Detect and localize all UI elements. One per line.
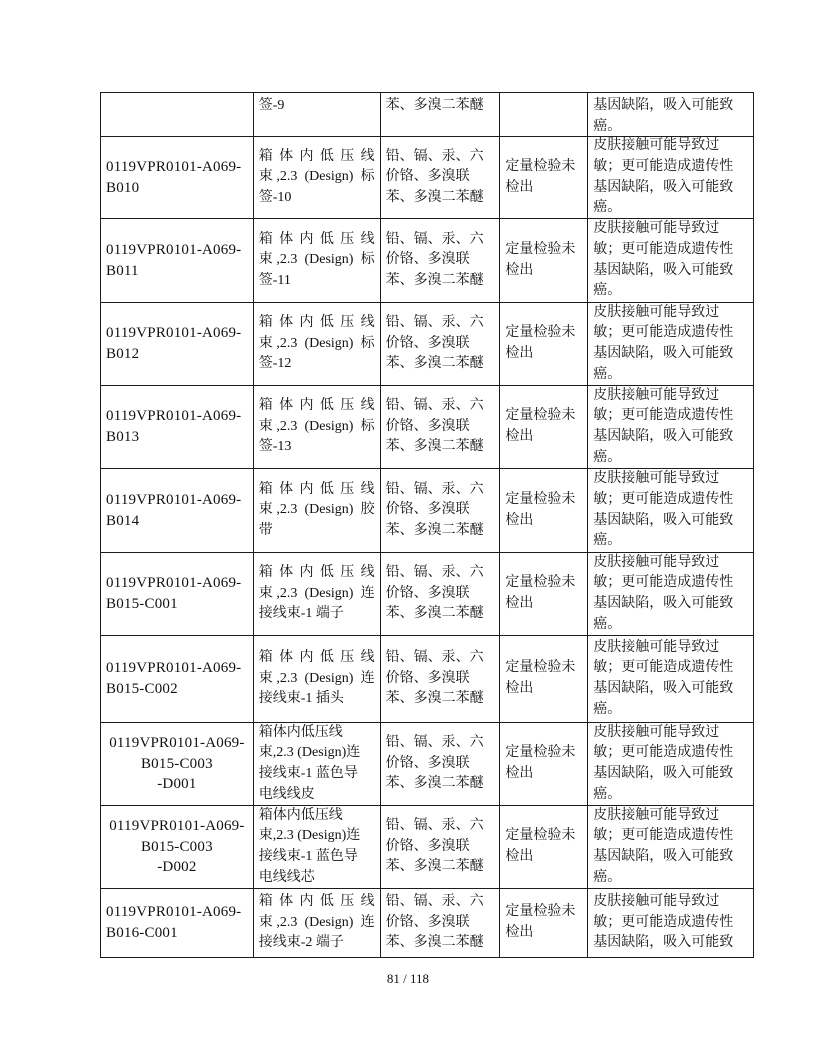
text-line: 接线束-1 插头	[258, 691, 344, 707]
part-number-cell	[101, 137, 254, 219]
hazard-cell	[588, 889, 754, 958]
text-line: 签-12	[258, 356, 292, 372]
part-number-cell	[101, 469, 254, 553]
substances-cell	[381, 469, 501, 553]
text-line: 束,2.3 (Design) 标	[258, 418, 375, 434]
description-cell	[254, 303, 381, 386]
text-line: B011	[106, 262, 139, 279]
table-row	[101, 303, 754, 386]
text-line: 接线束-1 端子	[258, 606, 344, 622]
text-line: 箱体内低压线	[258, 565, 375, 581]
text-line: 癌。	[593, 118, 622, 134]
part-number-cell	[101, 303, 254, 386]
text-line: 价铬、多溴联	[385, 335, 470, 351]
text-line: B015-C002	[106, 681, 178, 697]
text-line: B015-C003	[140, 838, 213, 855]
text-line: 检出	[505, 262, 534, 278]
text-line: 定量检验未	[505, 828, 576, 844]
text-line: 检出	[505, 766, 534, 781]
text-line: 铅、镉、汞、六	[385, 481, 484, 497]
test-result-cell	[500, 303, 588, 386]
text-line: 0119VPR0101-A069-	[106, 491, 242, 508]
substances-cell	[381, 219, 501, 303]
text-line: 箱体内低压线	[258, 894, 375, 910]
text-line: 签-10	[258, 189, 292, 205]
text-line: 价铬、多溴联	[385, 169, 470, 185]
text-line: 束,2.3 (Design) 连	[258, 585, 375, 601]
text-line: 价铬、多溴联	[385, 755, 470, 771]
hazard-cell	[588, 469, 754, 553]
description-cell	[254, 636, 381, 723]
part-number-cell	[101, 386, 254, 469]
text-line: B013	[106, 429, 140, 445]
description-cell	[254, 137, 381, 219]
text-line: 检出	[505, 512, 534, 528]
text-line: 束,2.3 (Design) 胶	[258, 502, 375, 518]
text-line: 签-13	[258, 439, 292, 455]
text-line: 癌。	[593, 283, 622, 299]
text-line: 敏；更可能造成遗传性	[593, 660, 734, 676]
text-line: 电线线芯	[258, 869, 315, 885]
text-line: 苯、多溴二苯醚	[385, 272, 484, 288]
text-line: 检出	[505, 179, 534, 195]
text-line: 检出	[505, 596, 534, 611]
text-line: 癌。	[593, 701, 622, 717]
substance-table	[100, 92, 754, 958]
text-line: 签-11	[258, 272, 291, 288]
text-line: 敏；更可能造成遗传性	[593, 828, 734, 844]
text-line: 0119VPR0101-A069-	[106, 660, 242, 677]
text-line: 箱体内低压线	[258, 231, 375, 247]
hazard-cell	[588, 386, 754, 469]
text-line: 皮肤接触可能导致过	[593, 387, 720, 403]
text-line: 箱体内低压线	[258, 481, 375, 497]
text-line: 铅、镉、汞、六	[385, 650, 484, 666]
text-line: 癌。	[593, 616, 622, 632]
table-row	[101, 386, 754, 469]
text-line: 皮肤接触可能导致过	[593, 807, 720, 823]
substances-cell	[381, 636, 501, 723]
text-line: 接线束-1 蓝色导	[258, 849, 358, 864]
test-result-cell	[500, 553, 588, 636]
description-cell	[254, 889, 381, 958]
text-line: 接线束-2 端子	[258, 935, 344, 951]
text-line: 敏；更可能造成遗传性	[593, 241, 734, 257]
hazard-cell	[588, 219, 754, 303]
part-number-cell	[101, 553, 254, 636]
text-line: 检出	[505, 925, 534, 940]
test-result-cell	[500, 93, 588, 137]
text-line: 检出	[505, 346, 534, 361]
text-line: 铅、镉、汞、六	[385, 894, 484, 910]
text-line: 0119VPR0101-A069-	[106, 325, 242, 342]
text-line: 电线线皮	[258, 786, 315, 802]
text-line: 苯、多溴二苯醚	[385, 439, 484, 455]
description-cell	[254, 723, 381, 806]
text-line: 基因缺陷，吸入可能致	[593, 98, 734, 113]
text-line: 苯、多溴二苯醚	[385, 189, 484, 205]
text-line: 癌。	[593, 869, 622, 885]
text-line: B014	[106, 512, 140, 529]
text-line: 癌。	[593, 786, 622, 802]
test-result-cell	[500, 386, 588, 469]
text-line: 皮肤接触可能导致过	[593, 221, 720, 237]
text-line: 敏；更可能造成遗传性	[593, 745, 734, 761]
table-row	[101, 889, 754, 958]
test-result-cell	[500, 889, 588, 958]
text-line: 敏；更可能造成遗传性	[593, 325, 734, 341]
hazard-cell	[588, 93, 754, 137]
substances-cell	[381, 553, 501, 636]
text-line: 基因缺陷，吸入可能致	[593, 262, 734, 278]
substances-cell	[381, 93, 501, 137]
text-line: 箱体内低压线	[258, 315, 375, 331]
text-line: 癌。	[593, 366, 622, 382]
test-result-cell	[500, 137, 588, 219]
text-line: 箱体内低压线	[258, 724, 343, 740]
hazard-cell	[588, 137, 754, 219]
text-line: 箱体内低压线	[258, 148, 375, 164]
description-cell	[254, 553, 381, 636]
part-number-cell	[101, 889, 254, 958]
text-line: 价铬、多溴联	[385, 585, 470, 601]
text-line: 苯、多溴二苯醚	[385, 522, 484, 538]
text-line: 苯、多溴二苯醚	[385, 935, 484, 951]
text-line: 0119VPR0101-A069-	[106, 904, 242, 921]
text-line: 基因缺陷，吸入可能致	[593, 766, 734, 781]
text-line: 铅、镉、汞、六	[385, 148, 484, 164]
text-line: 基因缺陷，吸入可能致	[593, 512, 734, 528]
part-number-cell	[101, 806, 254, 889]
text-line: 铅、镉、汞、六	[385, 231, 484, 247]
text-line: 苯、多溴二苯醚	[385, 356, 484, 372]
text-line: 基因缺陷，吸入可能致	[593, 429, 734, 444]
text-line: 0119VPR0101-A069-	[106, 575, 242, 592]
part-number-cell	[101, 636, 254, 723]
table-row	[101, 219, 754, 303]
description-cell	[254, 386, 381, 469]
text-line: 基因缺陷，吸入可能致	[593, 849, 734, 864]
substances-cell	[381, 889, 501, 958]
test-result-cell	[500, 219, 588, 303]
page-number: 81 / 118	[386, 971, 430, 986]
text-line: 0119VPR0101-A069-	[106, 241, 242, 258]
text-line: 皮肤接触可能导致过	[593, 471, 720, 487]
text-line: 检出	[505, 429, 534, 444]
text-line: 皮肤接触可能导致过	[593, 724, 720, 740]
text-line: 定量检验未	[505, 745, 576, 761]
text-line: 基因缺陷，吸入可能致	[593, 346, 734, 361]
text-line: 价铬、多溴联	[385, 838, 470, 854]
table-row	[101, 93, 754, 137]
text-line: 铅、镉、汞、六	[385, 565, 484, 581]
text-line: 铅、镉、汞、六	[385, 735, 484, 751]
text-line: 皮肤接触可能导致过	[593, 304, 720, 320]
hazard-cell	[588, 303, 754, 386]
text-line: 定量检验未	[505, 575, 576, 591]
text-line: 箱体内低压线	[258, 650, 375, 666]
text-line: 检出	[505, 681, 534, 696]
substances-cell	[381, 386, 501, 469]
text-line: 定量检验未	[505, 241, 576, 257]
text-line: 基因缺陷，吸入可能致	[593, 935, 734, 951]
table-row	[101, 137, 754, 219]
test-result-cell	[500, 723, 588, 806]
text-line: 基因缺陷，吸入可能致	[593, 681, 734, 696]
hazard-cell	[588, 553, 754, 636]
text-line: 束,2.3 (Design) 标	[258, 252, 375, 268]
substances-cell	[381, 137, 501, 219]
text-line: 定量检验未	[505, 408, 576, 424]
text-line: B015-C001	[106, 596, 178, 612]
text-line: 癌。	[593, 200, 622, 216]
hazard-cell	[588, 636, 754, 723]
text-line: 敏；更可能造成遗传性	[593, 408, 734, 424]
text-line: 束,2.3 (Design) 连	[258, 670, 375, 686]
text-line: 价铬、多溴联	[385, 252, 470, 268]
text-line: 检出	[505, 849, 534, 864]
text-line: 基因缺陷，吸入可能致	[593, 179, 734, 195]
text-line: 癌。	[593, 449, 622, 465]
text-line: 苯、多溴二苯醚	[385, 691, 484, 707]
description-cell	[254, 219, 381, 303]
text-line: 0119VPR0101-A069-	[109, 735, 245, 752]
text-line: 敏；更可能造成遗传性	[593, 575, 734, 591]
text-line: 癌。	[593, 533, 622, 549]
hazard-cell	[588, 723, 754, 806]
table-row	[101, 723, 754, 806]
text-line: 接线束-1 蓝色导	[258, 766, 358, 781]
text-line: 带	[258, 522, 273, 538]
table-row	[101, 469, 754, 553]
text-line: 皮肤接触可能导致过	[593, 554, 720, 570]
test-result-cell	[500, 806, 588, 889]
text-line: B010	[106, 179, 140, 196]
text-line: 定量检验未	[505, 325, 576, 341]
text-line: 价铬、多溴联	[385, 670, 470, 686]
text-line: 敏；更可能造成遗传性	[593, 158, 734, 174]
text-line: 束,2.3 (Design) 标	[258, 169, 375, 185]
text-line: 束,2.3 (Design)连	[258, 745, 361, 761]
test-result-cell	[500, 469, 588, 553]
text-line: -D001	[157, 776, 197, 793]
text-line: B016-C001	[106, 925, 178, 941]
text-line: 束,2.3 (Design)连	[258, 828, 361, 844]
text-line: 铅、镉、汞、六	[385, 818, 484, 834]
part-number-cell	[101, 723, 254, 806]
text-line: 0119VPR0101-A069-	[109, 818, 245, 835]
text-line: 敏；更可能造成遗传性	[593, 914, 734, 930]
text-line: 定量检验未	[505, 904, 576, 920]
text-line: 铅、镉、汞、六	[385, 398, 484, 414]
description-cell	[254, 469, 381, 553]
substances-cell	[381, 806, 501, 889]
text-line: 苯、多溴二苯醚	[385, 859, 484, 875]
text-line: 定量检验未	[505, 491, 576, 507]
text-line: 铅、镉、汞、六	[385, 315, 484, 331]
text-line: 0119VPR0101-A069-	[106, 408, 242, 425]
substances-cell	[381, 303, 501, 386]
text-line: B015-C003	[140, 755, 213, 772]
text-line: 价铬、多溴联	[385, 418, 470, 434]
text-line: 皮肤接触可能导致过	[593, 639, 720, 655]
description-cell	[254, 806, 381, 889]
text-line: 皮肤接触可能导致过	[593, 138, 720, 154]
text-line: 签-9	[258, 98, 285, 113]
text-line: 苯、多溴二苯醚	[385, 606, 484, 622]
text-line: 苯、多溴二苯醚	[385, 776, 484, 792]
text-line: B012	[106, 346, 140, 362]
text-line: 皮肤接触可能导致过	[593, 894, 720, 910]
text-line: -D002	[157, 859, 197, 876]
text-line: 价铬、多溴联	[385, 914, 470, 930]
hazard-cell	[588, 806, 754, 889]
table-row	[101, 636, 754, 723]
text-line: 基因缺陷，吸入可能致	[593, 596, 734, 611]
text-line: 箱体内低压线	[258, 398, 375, 414]
table-row	[101, 806, 754, 889]
text-line: 定量检验未	[505, 158, 576, 174]
test-result-cell	[500, 636, 588, 723]
description-cell	[254, 93, 381, 137]
text-line: 束,2.3 (Design) 标	[258, 335, 375, 351]
part-number-cell	[101, 93, 254, 137]
text-line: 苯、多溴二苯醚	[385, 98, 484, 113]
table-row	[101, 553, 754, 636]
part-number-cell	[101, 219, 254, 303]
text-line: 敏；更可能造成遗传性	[593, 491, 734, 507]
substances-cell	[381, 723, 501, 806]
text-line: 束,2.3 (Design) 连	[258, 914, 375, 930]
text-line: 箱体内低压线	[258, 807, 343, 823]
text-line: 定量检验未	[505, 660, 576, 676]
text-line: 0119VPR0101-A069-	[106, 158, 242, 175]
text-line: 价铬、多溴联	[385, 502, 470, 518]
